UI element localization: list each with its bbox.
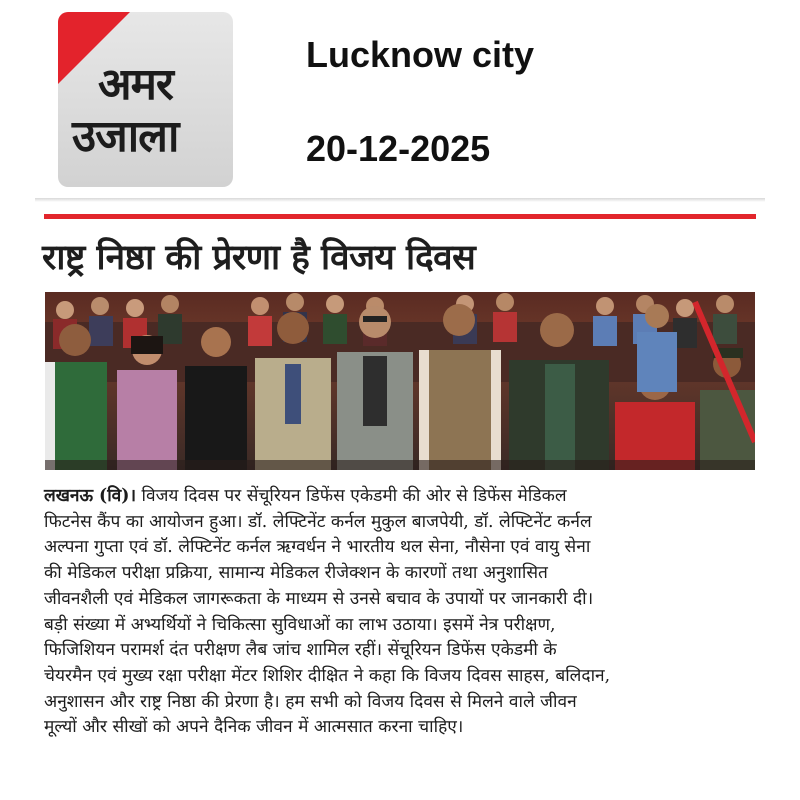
article-line-1	[44, 484, 758, 510]
article-headline: राष्ट्र निष्ठा की प्रेरणा है विजय दिवस	[42, 238, 476, 278]
article-dateline: लखनऊ (वि)।	[44, 486, 137, 506]
article-line-10: मूल्यों और सीखों को अपने दैनिक जीवन में आत्मसात करना चाहिए।	[44, 717, 464, 738]
article-line-3: अल्पना गुप्ता एवं डॉ. लेफ्टिनेंट कर्नल ऋग्वर्धन ने भारतीय थल सेना, नौसेना एवं वायु सेना	[44, 537, 591, 558]
red-rule	[44, 214, 756, 219]
article-line-9: अनुशासन और राष्ट्र निष्ठा की प्रेरणा है। हम सभी को विजय दिवस से मिलने वाले जीवन	[44, 691, 577, 712]
article-line-7: फिजिशियन परामर्श दंत परीक्षण लैब जांच शामिल रहीं। सेंचूरियन डिफेंस एकेडमी के	[44, 640, 557, 661]
group-photo	[45, 292, 755, 470]
article-line-4: की मेडिकल परीक्षा प्रक्रिया, सामान्य मेडिकल रीजेक्शन के कारणों तथा अनुशासित	[44, 563, 548, 584]
logo-text-line2: उजाला	[72, 111, 179, 162]
article-line-6: बड़ी संख्या में अभ्यर्थियों ने चिकित्सा सुविधाओं का लाभ उठाया। इसमें नेत्र परीक्षण,	[44, 614, 556, 635]
article-body	[44, 484, 758, 741]
article-line-2: फिटनेस कैंप का आयोजन हुआ। डॉ. लेफ्टिनेंट कर्नल मुकुल बाजपेयी, डॉ. लेफ्टिनेंट कर्नल	[44, 511, 592, 532]
group-photo-illustration	[45, 292, 755, 470]
edition-city: Lucknow city	[306, 34, 535, 75]
article-line-8: चेयरमैन एवं मुख्य रक्षा परीक्षा मेंटर शिशिर दीक्षित ने कहा कि विजय दिवस साहस, बलिदान,	[44, 665, 611, 686]
article-line-1-text: विजय दिवस पर सेंचूरियन डिफेंस एकेडमी की ओर से डिफेंस मेडिकल	[136, 486, 567, 506]
amar-ujala-logo	[58, 12, 233, 187]
article-line-5: जीवनशैली एवं मेडिकल जागरूकता के माध्यम से उनसे बचाव के उपायों पर जानकारी दी।	[44, 588, 594, 609]
logo-text-line1: अमर	[98, 59, 173, 110]
header-divider	[35, 198, 765, 202]
edition-date: 20-12-2025	[306, 128, 491, 169]
